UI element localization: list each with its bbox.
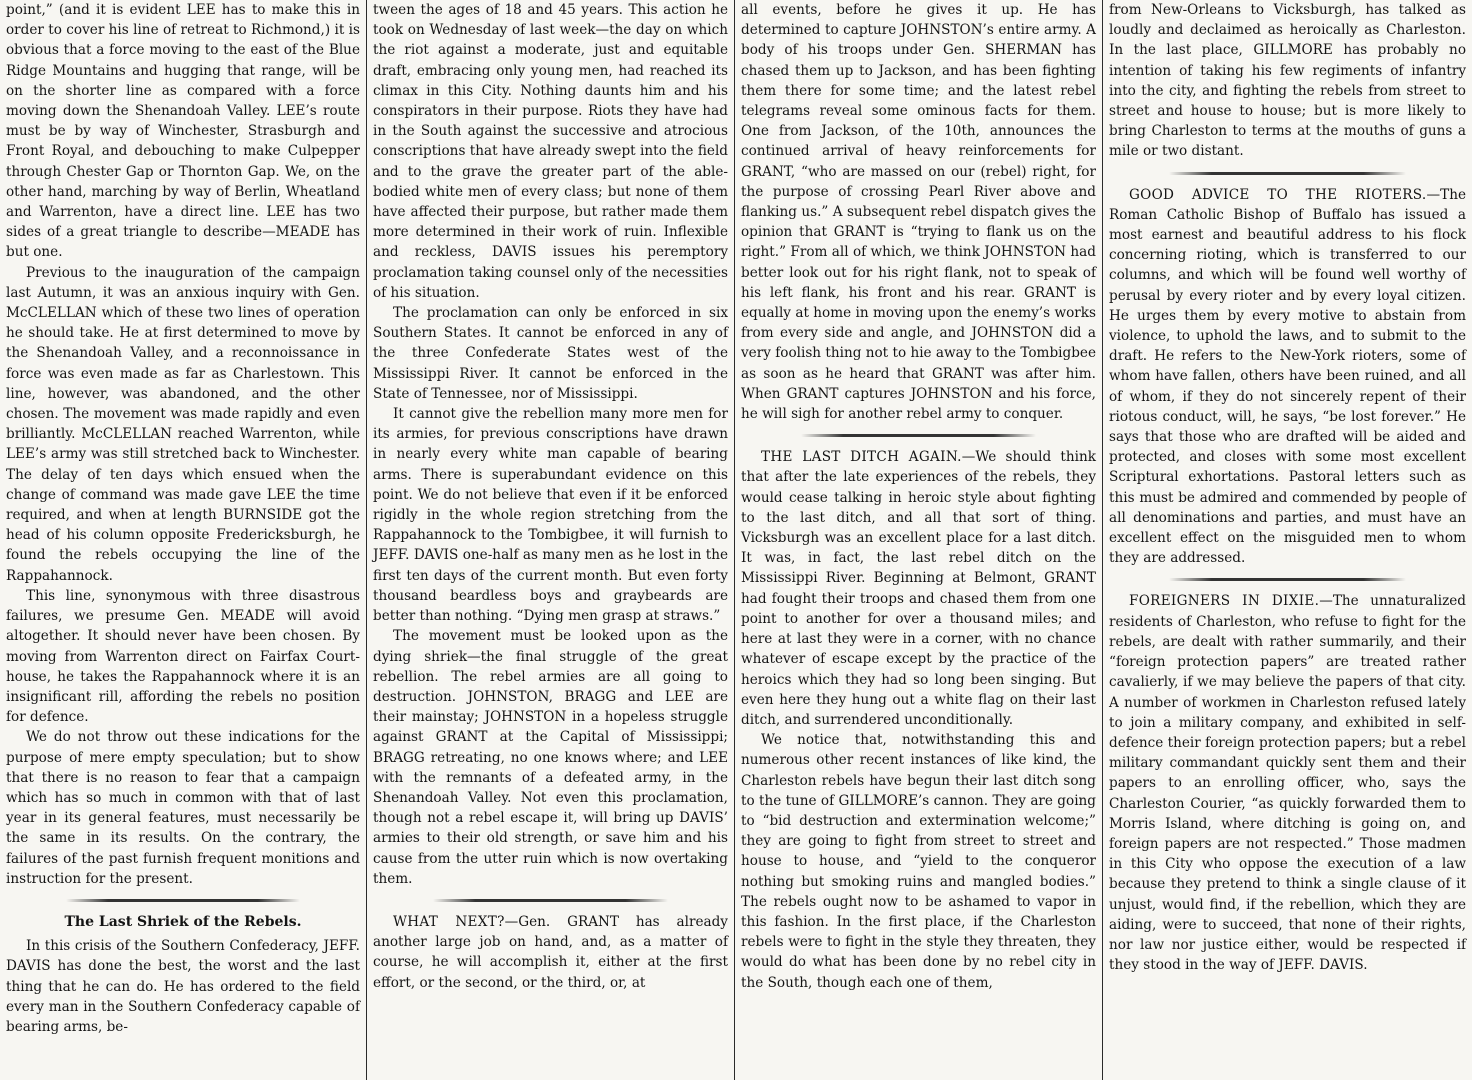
paragraph: point,” (and it is evident LEE has to make this in order to cover his line of retreat to Richmond,) it is obvious that a force moving to the east of the Blue Ridge Mountains and hugging that range, will be on the shorter line as compared with a force moving down the Shenandoah Valley. LEE’s route must be by way of Winchester, Strasburgh and Front Royal, and debouching to make Culpepper through Chester Gap or Thornton Gap. We, on the other hand, marching by way of Berlin, Wheatland and Warrenton, have a direct line. LEE has two sides of a great triangle to describe—MEADE has but one. bbox=[6, 2, 360, 261]
paragraph bbox=[1109, 591, 1466, 975]
column-1 bbox=[0, 0, 366, 1080]
paragraph: The movement must be looked upon as the dying shriek—the final struggle of the great rebellion. The rebel armies are all going to destruction. JOHNSTON, BRAGG and LEE are their mainstay; JOHNSTON in a hopeless struggle against GRANT at the Capital of Mississippi; BRAGG retreating, no one knows where; and LEE with the remnants of a defeated army, in the Shenandoah Valley. Not even this proclamation, though not a rebel escape it, will bring up DAVIS’ armies to their old strength, or save him and his cause from the utter ruin which is now overtaking them. bbox=[373, 628, 728, 887]
paragraph: We do not throw out these indications for the purpose of mere empty speculation; but to show that there is no reason to fear that a campaign which has so much in common with that of last year in its general features, must necessarily be the same in its results. On the contrary, the failures of the past furnish frequent monitions and instruction for the present. bbox=[6, 729, 360, 887]
column-4 bbox=[1102, 0, 1472, 1080]
article-heading: THE LAST DITCH AGAIN. bbox=[761, 449, 962, 466]
section-divider bbox=[433, 899, 668, 902]
paragraph: from New-Orleans to Vicksburgh, has talked as loudly and declaimed as heroically as Charleston. In the last place, GILLMORE has probably no intention of taking his few regiments of infantry into the city, and fighting the rebels from street to street and house to house; but is more likely to bring Charleston to terms at the mouths of guns a mile or two distant. bbox=[1109, 2, 1466, 160]
paragraph-text: —The Roman Catholic Bishop of Buffalo has issued a most earnest and beautiful address to his flock concerning rioting, which is transferred to our columns, and which will be found well worthy of perusal by every rioter and by every loyal citizen. He urges them by every motive to abstain from violence, to uphold the laws, and to submit to the draft. He refers to the New-York rioters, some of whom have fallen, others have been ruined, and all of whom, if they do not sincerely repent of their riotous conduct, will, he says, “be lost forever.” He says that those who are drafted will be aided and protected, and closes with some most excellent Scriptural exhortations. Pastoral letters such as this must be admired and commended by people of all denominations and parties, and must have an excellent effect on the misguided men to whom they are addressed. bbox=[1109, 186, 1466, 567]
paragraph: tween the ages of 18 and 45 years. This action he took on Wednesday of last week—the day on which the riot against a moderate, just and equitable draft, embracing only young men, had reached its climax in this City. Nothing daunts him and his conspirators in their purpose. Riots they have had in the South against the successive and atrocious conscriptions that have already swept into the field and to the grave the greater part of the able-bodied white men of every class; but none of them have affected their purpose, but rather made them more determined in their work of ruin. Inflexible and reckless, DAVIS issues his peremptory proclamation taking counsel only of the necessities of his situation. bbox=[373, 2, 728, 301]
paragraph-text: —Gen. GRANT has already another large job on hand, and, as a matter of course, he will accomplish it, either at the first effort, or the second, or the third, or, at bbox=[373, 913, 728, 991]
article-heading: GOOD ADVICE TO THE RIOTERS. bbox=[1129, 186, 1427, 203]
paragraph: In this crisis of the Southern Confederacy, JEFF. DAVIS has done the best, the worst and the last thing that he can do. He has ordered to the field every man in the Southern Confederacy capable of bearing arms, be- bbox=[6, 938, 360, 1035]
paragraph bbox=[373, 912, 728, 993]
paragraph: Previous to the inauguration of the campaign last Autumn, it was an anxious inquiry with Gen. McCLELLAN which of these two lines of operation he should take. He at first determined to move by the Shenandoah Valley, and a reconnoissance in force was even made as far as Charlestown. This line, however, was abandoned, and the other chosen. The movement was made rapidly and even brilliantly. McCLELLAN reached Warrenton, while LEE’s army was still stretched back to Winchester. The delay of ten days which ensued when the change of command was made gave LEE the time required, and when at length BURNSIDE got the head of his column opposite Fredericksburgh, he found the rebels occupying the line of the Rappahannock. bbox=[6, 264, 360, 584]
column-2 bbox=[366, 0, 734, 1080]
paragraph bbox=[1109, 185, 1466, 569]
paragraph bbox=[741, 447, 1096, 730]
article-heading: FOREIGNERS IN DIXIE. bbox=[1129, 593, 1320, 610]
paragraph: all events, before he gives it up. He has determined to capture JOHNSTON’s entire army. A body of his troops under Gen. SHERMAN has chased them up to Jackson, and has been fighting them there for some time; and the latest rebel telegrams reveal some ominous facts for them. One from Jackson, of the 10th, announces the continued arrival of heavy reinforcements for GRANT, “who are massed on our (rebel) right, for the purpose of crossing Pearl River above and flanking us.” A subsequent rebel dispatch gives the opinion that GRANT is “trying to flank us on the right.” From all of which, we think JOHNSTON had better look out for his right flank, not to speak of his left flank, his front and his rear. GRANT is equally at home in moving upon the enemy’s works from every side and angle, and JOHNSTON did a very foolish thing not to hie away to the Tombigbee as soon as he heard that GRANT was after him. When GRANT captures JOHNSTON and his force, he will sigh for another rebel army to conquer. bbox=[741, 2, 1096, 423]
section-divider bbox=[66, 899, 300, 902]
paragraph-text: —The unnaturalized residents of Charleston, who refuse to fight for the rebels, are dealt with rather summarily, and their “foreign protection papers” are treated rather cavalierly, if we may believe the papers of that city. A number of workmen in Charleston refused lately to join a military company, and exhibited in self-defence their foreign protection papers; but a rebel military commandant quickly sent them and their papers to an enrolling officer, who, says the Charleston Courier, “as quickly forwarded them to Morris Island, where ditching is going on, and foreign papers are not respected.” Those madmen in this City who oppose the execution of a law because they pretend to think a single clause of it unjust, would find, if the rebellion, which they are aiding, were to succeed, that none of their rights, nor law nor justice either, would be respected if they stood in the way of JEFF. DAVIS. bbox=[1109, 593, 1467, 974]
paragraph: This line, synonymous with three disastrous failures, we presume Gen. MEADE will avoid altogether. It should never have been chosen. By moving from Warrenton direct on Fairfax Court-house, he takes the Rappahannock where it is an insignificant rill, affording the rebels no position for defence. bbox=[6, 587, 360, 726]
section-divider bbox=[1169, 578, 1406, 581]
paragraph: We notice that, notwithstanding this and numerous other recent instances of like kind, the Charleston rebels have begun their last ditch song to the tune of GILLMORE’s cannon. They are going to “bid destruction and extermination welcome;” they are going to fight from street to street and house to house, and “yield to the conqueror nothing but smoking ruins and mangled bodies.” The rebels ought now to be ashamed to vapor in this fashion. In the first place, if the Charleston rebels were to fight in the style they threaten, they would do what has been done by no rebel city in the South, though each one of them, bbox=[741, 732, 1096, 991]
article-heading: WHAT NEXT? bbox=[393, 913, 505, 930]
section-divider bbox=[1169, 172, 1406, 175]
paragraph-text: —We should think that after the late experiences of the rebels, they would cease talking in heroic style about fighting to the last ditch, and all that sort of thing. Vicksburgh was an excellent place for a last ditch. It was, in fact, the last rebel ditch on the Mississippi River. Beginning at Belmont, GRANT had fought their troops and chased them from one point to another for over a thousand miles; and here at last they were in a corner, with no chance whatever of escape except by the practice of the heroics which they had so long been singing. But even here they hung out a white flag on their last ditch, and surrendered unconditionally. bbox=[741, 449, 1096, 728]
paragraph: It cannot give the rebellion many more men for its armies, for previous conscriptions have drawn in nearly every white man capable of bearing arms. There is superabundant evidence on this point. We do not believe that even if it be enforced rigidly in the whole region stretching from the Rappahannock to the Tombigbee, it will furnish to JEFF. DAVIS one-half as many men as he lost in the first ten days of the current month. But even forty thousand beardless boys and graybeards are better than nothing. “Dying men grasp at straws.” bbox=[373, 406, 728, 625]
article-heading: The Last Shriek of the Rebels. bbox=[64, 913, 302, 930]
column-3 bbox=[734, 0, 1102, 1080]
section-divider bbox=[801, 434, 1036, 437]
paragraph: The proclamation can only be enforced in six Southern States. It cannot be enforced in any of the three Confederate States west of the Mississippi River. It cannot be enforced in the State of Tennessee, nor of Mississippi. bbox=[373, 305, 728, 402]
